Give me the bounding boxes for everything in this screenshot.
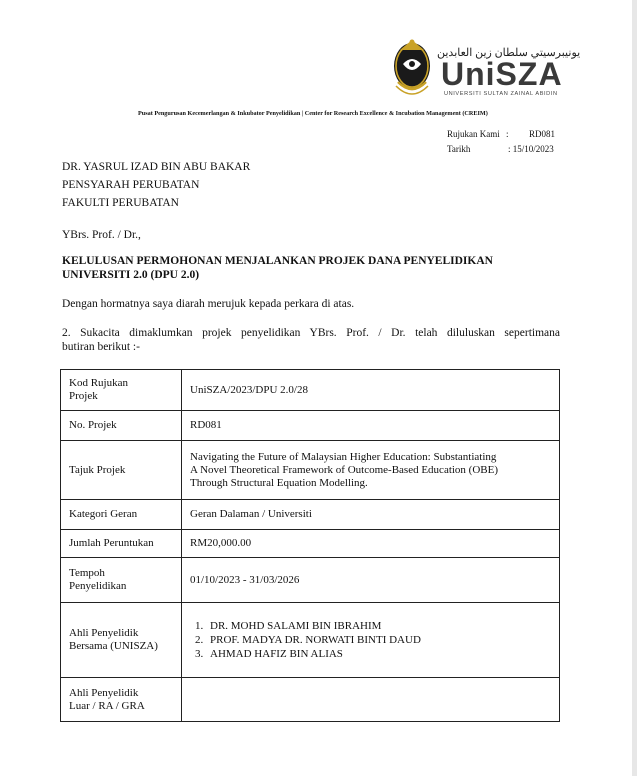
jumlah-label: Jumlah Peruntukan bbox=[61, 530, 182, 558]
no-projek-label: No. Projek bbox=[61, 411, 182, 441]
ref-label: Rujukan Kami bbox=[447, 129, 500, 139]
date-label: Tarikh bbox=[447, 144, 471, 154]
salutation: YBrs. Prof. / Dr., bbox=[62, 229, 141, 241]
ref-sep: : bbox=[506, 129, 509, 139]
paragraph-1: Dengan hormatnya saya diarah merujuk kepada perkara di atas. bbox=[62, 298, 355, 310]
table-row bbox=[61, 370, 560, 411]
ahli-label: Ahli Penyelidik Bersama (UNISZA) bbox=[61, 603, 182, 678]
table-row bbox=[61, 530, 560, 558]
table-row bbox=[61, 603, 560, 678]
subject-line-2: UNIVERSITI 2.0 (DPU 2.0) bbox=[62, 269, 200, 281]
tempoh-label: Tempoh Penyelidikan bbox=[61, 558, 182, 603]
table-row bbox=[61, 441, 560, 500]
kategori-label: Kategori Geran bbox=[61, 500, 182, 530]
member-item: 3. AHMAD HAFIZ BIN ALIAS bbox=[206, 647, 551, 661]
jumlah-value: RM20,000.00 bbox=[182, 530, 560, 558]
kod-value: UniSZA/2023/DPU 2.0/28 bbox=[182, 370, 560, 411]
date-value: : 15/10/2023 bbox=[508, 144, 554, 154]
tajuk-value: Navigating the Future of Malaysian Higher Education: Substantiating A Novel Theoretical Framework of Outcome-Based Education (OBE) Through Structural Equation Modelling. bbox=[182, 441, 560, 500]
logo-wordmark: UniSZA bbox=[441, 56, 563, 92]
paragraph-2-line-1: 2. Sukacita dimaklumkan projek penyelidikan YBrs. Prof. / Dr. telah diluluskan sepertimana bbox=[62, 327, 560, 339]
member-item: 1. DR. MOHD SALAMI BIN IBRAHIM bbox=[206, 619, 551, 633]
kod-label: Kod Rujukan Projek bbox=[61, 370, 182, 411]
table-row bbox=[61, 411, 560, 441]
paragraph-2-line-2: butiran berikut :- bbox=[62, 341, 140, 353]
table-row bbox=[61, 500, 560, 530]
member-item: 2. PROF. MADYA DR. NORWATI BINTI DAUD bbox=[206, 633, 551, 647]
table-row bbox=[61, 558, 560, 603]
viewer-scrollbar-track[interactable] bbox=[632, 0, 637, 776]
luar-label: Ahli Penyelidik Luar / RA / GRA bbox=[61, 678, 182, 722]
recipient-position: PENSYARAH PERUBATAN bbox=[62, 179, 200, 191]
tempoh-value: 01/10/2023 - 31/03/2026 bbox=[182, 558, 560, 603]
department-line: Pusat Pengurusan Kecemerlangan & Inkubator Penyelidikan | Center for Research Excellence & Incubation Management (CREIM) bbox=[138, 110, 488, 117]
crest-icon bbox=[394, 40, 430, 95]
table-row bbox=[61, 678, 560, 722]
recipient-faculty: FAKULTI PERUBATAN bbox=[62, 197, 179, 209]
page-left-margin bbox=[0, 0, 5, 776]
ahli-members bbox=[182, 603, 560, 678]
no-projek-value: RD081 bbox=[182, 411, 560, 441]
project-details-table bbox=[60, 369, 560, 722]
tajuk-label: Tajuk Projek bbox=[61, 441, 182, 500]
recipient-name: DR. YASRUL IZAD BIN ABU BAKAR bbox=[62, 161, 251, 173]
logo-subtitle: UNIVERSITI SULTAN ZAINAL ABIDIN bbox=[444, 91, 558, 97]
luar-value bbox=[182, 678, 560, 722]
subject-line-1: KELULUSAN PERMOHONAN MENJALANKAN PROJEK DANA PENYELIDIKAN bbox=[62, 255, 493, 267]
arabic-university-name: يونيبرسيتي سلطان زين العابدين bbox=[437, 47, 581, 59]
ref-value: RD081 bbox=[529, 129, 556, 139]
kategori-value: Geran Dalaman / Universiti bbox=[182, 500, 560, 530]
